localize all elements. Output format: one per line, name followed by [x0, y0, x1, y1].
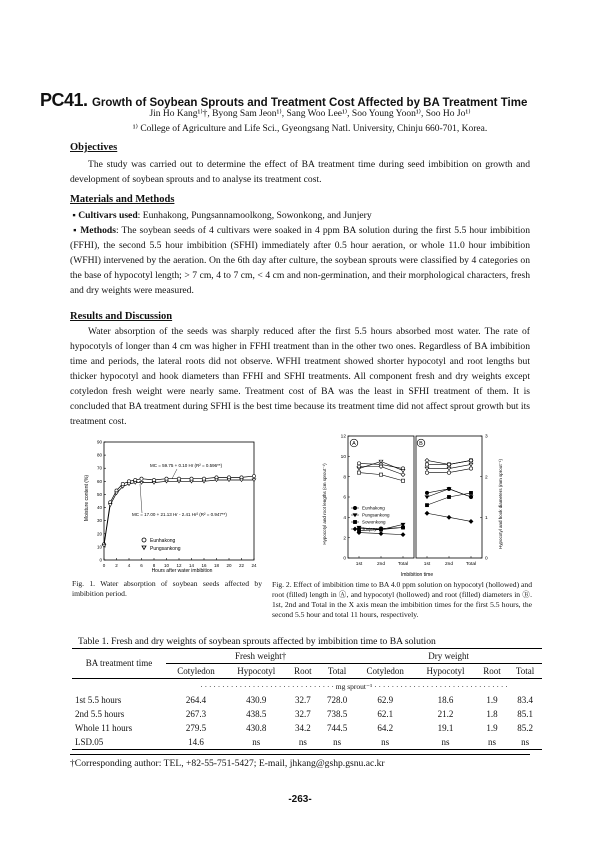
x-tick-label: 24 — [251, 563, 257, 568]
bullet-icon: ▪ — [70, 210, 76, 221]
table-cell: 62.9 — [377, 695, 394, 705]
data-point — [379, 532, 383, 536]
data-point — [127, 480, 130, 483]
methods-paragraph — [70, 223, 530, 298]
data-point — [401, 473, 405, 477]
panel-frame — [348, 436, 414, 558]
data-point — [152, 478, 155, 481]
fig1-data — [102, 469, 256, 547]
data-point — [121, 482, 124, 485]
table-cell: ns — [521, 737, 530, 747]
y-tick-label: 60 — [96, 478, 102, 484]
table-cell: 64.2 — [377, 723, 394, 733]
data-point — [379, 528, 382, 531]
fig1-axes — [104, 442, 254, 560]
fig1-ylabel: Moisture content (%) — [84, 474, 90, 522]
y-tick-label: 50 — [96, 491, 102, 497]
table-cell: 430.8 — [246, 723, 267, 733]
fig2-caption: Fig. 2. Effect of imbibition time to BA 4.0 ppm solution on hypocotyl (hollowed) and root (filled) length in Ⓐ, and hypocotyl (hollowed) and root (filled) diameters in Ⓑ. 1st, 2nd and Total in the X axis mean the imbibition times for the first 5.5 hours, the second 5.5 hour and total 11 hours, respectively. — [272, 580, 532, 619]
data-point — [140, 477, 143, 480]
table-cell: 1.9 — [486, 723, 498, 733]
y-tick-label-right: 2 — [485, 475, 488, 481]
row-label: LSD.05 — [75, 737, 104, 747]
table1-caption: Table 1. Fresh and dry weights of soybean sprouts affected by imbibition time to BA solution — [78, 636, 436, 647]
x-tick-label: Total — [465, 562, 477, 567]
y-tick-label: 10 — [340, 454, 346, 460]
fig1-caption: Fig. 1. Water absorption of soybean seeds affected by imbibition period. — [72, 579, 262, 598]
data-point — [425, 496, 429, 499]
x-tick-label: 0 — [102, 563, 106, 568]
table1-wrapper — [72, 648, 542, 750]
fig2-chart — [318, 430, 508, 578]
y-tick-label: 0 — [343, 556, 346, 562]
table-row — [72, 721, 542, 735]
table-cell: 83.4 — [517, 695, 533, 705]
page-number: -263- — [288, 794, 312, 805]
table-cell: 34.2 — [294, 723, 311, 733]
table-cell: 438.5 — [246, 709, 267, 719]
table-cell: ns — [488, 737, 497, 747]
eq2-pointer — [140, 484, 142, 513]
fig1-legend1: Eunhakong — [150, 538, 176, 544]
x-tick-label: 22 — [238, 563, 245, 568]
cultivars-line — [70, 208, 530, 223]
data-point — [425, 511, 429, 515]
data-point — [447, 515, 451, 519]
data-point — [108, 504, 112, 507]
fig2-legend — [351, 506, 390, 532]
fig2-axes — [341, 434, 488, 567]
fig1-xlabel: Hours after water imbibition — [151, 568, 213, 574]
data-point — [401, 469, 405, 472]
authors: Jin Ho Kang¹⁾†, Byong Sam Jeon¹⁾, Sang Woo Lee¹⁾, Soo Young Yoon¹⁾, Soo Ho Jo¹⁾ — [149, 109, 471, 119]
data-point — [401, 479, 404, 482]
y-tick-label: 2 — [343, 536, 346, 542]
table-cell: 14.6 — [188, 737, 204, 747]
table-cell: ns — [252, 737, 261, 747]
bullet-icon: ▪ — [70, 225, 78, 236]
legend-label: Eunhakong — [362, 505, 385, 511]
table-cell: 738.5 — [326, 709, 348, 719]
data-point — [190, 477, 193, 480]
fig2-ylabel-right: Hypocotyl and hook diameters (mm sprout⁻¹) — [498, 459, 503, 549]
dry-weight-header: Dry weight — [355, 649, 542, 664]
data-point — [425, 491, 428, 494]
table-cell: 430.9 — [246, 695, 267, 705]
y-tick-label: 90 — [96, 439, 102, 445]
data-point — [425, 504, 428, 507]
title-text: Growth of Soybean Sprouts and Treatment Cost Affected by BA Treatment Time — [91, 97, 528, 109]
x-tick-label: 2nd — [376, 562, 386, 567]
data-point — [252, 474, 255, 477]
y-tick-label: 30 — [96, 518, 102, 524]
data-point — [469, 467, 472, 470]
fig1-legend2: Pungsankong — [150, 546, 181, 552]
fresh-weight-header: Fresh weight† — [166, 649, 355, 664]
data-point — [447, 495, 450, 498]
table-row — [72, 735, 542, 750]
y-tick-label: 12 — [340, 434, 346, 440]
x-tick-label: 12 — [176, 563, 182, 568]
y-tick-label: 40 — [96, 505, 102, 511]
affiliation: ¹⁾ College of Agriculture and Life Sci., Gyeongsang Natl. University, Chinju 660-701, Korea. — [132, 124, 488, 134]
table-cell: 744.5 — [326, 723, 348, 733]
x-tick-label: 18 — [213, 563, 220, 568]
fig1-eq1: MC = 59.75 + 0.10 Hr (R² = 0.596**) — [150, 463, 223, 468]
table-cell: 279.5 — [185, 723, 207, 733]
col-treatment-header: BA treatment time — [85, 658, 153, 668]
fig2-xlabel: Imbibition time — [400, 572, 434, 578]
table-row — [72, 707, 542, 721]
data-point — [401, 526, 404, 529]
x-tick-label: 1st — [355, 562, 363, 567]
x-tick-label: 14 — [188, 563, 195, 568]
subhead-cell: Cotyledon — [177, 666, 215, 676]
table-cell: ns — [298, 737, 307, 747]
subhead-cell: Cotyledon — [366, 666, 404, 676]
table-header-row — [72, 649, 542, 664]
legend-triangle-marker — [142, 546, 146, 550]
table-cell: 264.4 — [185, 695, 207, 705]
methods-heading: Materials and Methods — [70, 194, 175, 205]
table-cell: 85.2 — [517, 723, 533, 733]
table-cell: ns — [441, 737, 450, 747]
table-cell: 62.1 — [377, 709, 394, 719]
table-cell: 267.3 — [185, 709, 207, 719]
table-cell: 32.7 — [294, 709, 311, 719]
methods-label: Methods — [80, 225, 116, 236]
y-tick-label-right: 1 — [485, 515, 488, 521]
fig1-frame — [104, 442, 254, 560]
data-point — [425, 458, 429, 462]
data-point — [177, 477, 180, 480]
subhead-cell: Hypocotyl — [426, 666, 465, 676]
subhead-cell: Total — [515, 666, 535, 676]
table-row — [72, 693, 542, 707]
y-tick-label: 70 — [96, 465, 102, 471]
data-point — [165, 477, 168, 480]
subhead-cell: Root — [483, 666, 501, 676]
y-tick-label: 4 — [343, 515, 346, 521]
table-cell: 21.2 — [437, 709, 454, 719]
data-point — [469, 491, 472, 494]
table-cell: 1.9 — [486, 695, 498, 705]
legend-label: Sowonkong — [362, 519, 386, 525]
subhead-cell: Total — [327, 666, 347, 676]
results-text: Water absorption of the seeds was sharply reduced after the first 5.5 hours absorbed most water. The rate of hypocotyls of longer than 4 cm was higher in FFHI treatment than in the other two ones. Regardless of BA imbibition time and periods, the lateral roots did not observe. WFHI treatment showed shorter hypocotyl and root lengths but thicker hypocotyl and hook diameters than FFHI and SFHI treatments. All component fresh and dry weights except cotyledon fresh weight were nearly same. Treatment cost of BA was the least in SFHI treatment of them. It is concluded that BA treatment during SFHI is the best time because its treatment time did not affect sprout growth but its treatment cost. — [70, 326, 530, 427]
results-heading: Results and Discussion — [70, 311, 173, 322]
fig2-panel-a: A — [352, 441, 356, 447]
eq1-pointer — [172, 469, 177, 479]
series-line — [104, 476, 254, 544]
table-cell: ns — [333, 737, 342, 747]
legend-circle-marker — [142, 538, 146, 542]
unit-label: · · · · · · · · · · · · · · · · · · · · · · · · · · · · · · · mg sprout⁻¹ · · · · · · · · · · · · · · · · · · · · · · · · · · · · · · · — [200, 681, 508, 691]
data-point — [425, 463, 428, 466]
row-label: 2nd 5.5 hours — [75, 709, 125, 719]
data-point — [379, 473, 382, 476]
fig1-chart — [82, 436, 262, 574]
table1 — [72, 648, 542, 750]
methods-text: : The soybean seeds of 4 cultivars were soaked in 4 ppm BA solution during the first 5.5 hour imbibition (FFHI), the second 5.5 hour imbibition (SFHI) immediately after 0.5 hour aeration, or whole 11.0 hour imbibition (WFHI) intervened by the aeration. On the 6th day after culture, the soybean sprouts were classified by 4 categories on the base of hypocotyl length; > 7 cm, 4 to 7 cm, < 4 cm and non-germination, and their morphological characters, fresh and dry weights were measured. — [70, 225, 530, 296]
footnote-rule — [70, 754, 530, 755]
y-tick-label: 10 — [96, 544, 102, 550]
y-tick-label: 20 — [96, 531, 102, 537]
fig1-eq2: MC = 17.00 + 21.13 Hr - 2.41 Hr² (R² = 0.947**) — [132, 512, 227, 517]
subhead-cell: Root — [294, 666, 312, 676]
y-tick-label: 8 — [343, 475, 346, 481]
data-point — [134, 478, 137, 481]
data-point — [357, 471, 360, 474]
table-cell: 19.1 — [437, 723, 454, 733]
legend-label: Pungsankong — [362, 512, 390, 518]
y-tick-label-right: 3 — [485, 434, 488, 440]
objectives-text: The study was carried out to determine the effect of BA treatment time during seed imbibition on growth and development of soybean sprouts and to analyse its treatment cost. — [70, 159, 530, 185]
table-cell: 1.8 — [486, 709, 498, 719]
data-point — [240, 476, 243, 479]
x-tick-label: Total — [397, 562, 409, 567]
table-cell: ns — [381, 737, 390, 747]
legend-label: Junjery — [362, 526, 377, 532]
x-tick-label: 2 — [115, 563, 118, 568]
data-point — [447, 471, 450, 474]
table-cell: 728.0 — [326, 695, 348, 705]
fig2-ylabel-left: Hypocotyl and root lengths (cm sprout⁻¹) — [322, 463, 327, 545]
table-cell: 32.7 — [294, 695, 311, 705]
y-tick-label: 80 — [96, 452, 102, 458]
cultivars-text: : Eunhakong, Pungsannamoolkong, Sowonkong, and Junjery — [137, 210, 372, 221]
data-point — [425, 471, 428, 474]
x-tick-label: 10 — [163, 563, 170, 568]
x-tick-label: 16 — [201, 563, 207, 568]
data-point — [202, 477, 205, 480]
x-tick-label: 20 — [226, 563, 232, 568]
y-tick-label-right: 0 — [485, 556, 488, 562]
x-tick-label: 2nd — [444, 562, 454, 567]
x-tick-label: 4 — [127, 563, 131, 568]
footnote: †Corresponding author: TEL, +82-55-751-5427; E-mail, jhkang@gshp.gsnu.ac.kr — [70, 758, 385, 769]
fig2-panel-b: B — [419, 441, 423, 447]
y-tick-label: 6 — [343, 495, 346, 501]
data-point — [469, 519, 473, 523]
fig2-data — [357, 458, 473, 536]
x-tick-label: 1st — [423, 562, 431, 567]
subhead-cell: Hypocotyl — [237, 666, 276, 676]
table-cell: 85.1 — [517, 709, 533, 719]
row-label: 1st 5.5 hours — [75, 695, 122, 705]
y-tick-label: 0 — [99, 557, 102, 563]
data-point — [401, 533, 405, 537]
x-tick-label: 6 — [140, 563, 143, 568]
data-point — [227, 476, 230, 479]
table-cell: 18.6 — [437, 695, 454, 705]
objectives-heading: Objectives — [70, 142, 118, 153]
abstract-code: PC41. — [40, 90, 88, 110]
row-label: Whole 11 hours — [75, 723, 133, 733]
x-tick-label: 8 — [152, 563, 156, 568]
data-point — [215, 476, 218, 479]
unit-row — [72, 679, 542, 694]
cultivars-label: Cultivars used — [78, 210, 138, 221]
